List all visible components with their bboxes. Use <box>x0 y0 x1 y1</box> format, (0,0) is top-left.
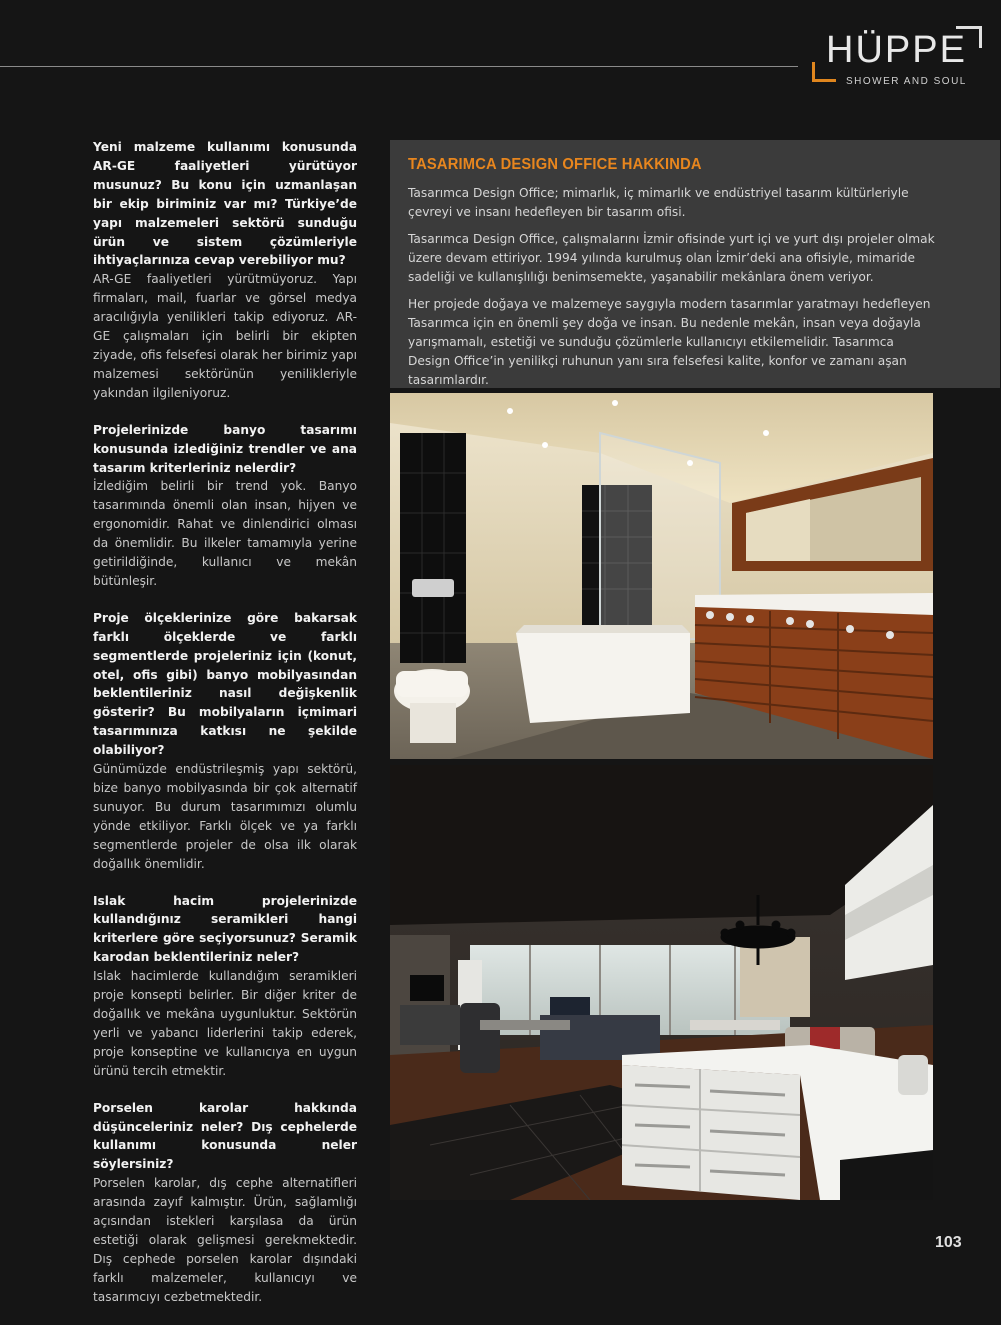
about-paragraph: Tasarımca Design Office, çalışmalarını İzmir ofisinde yurt içi ve yurt dışı projeler olmak üzere devam ettiriyor. 1994 yılında kurulmuş olan İzmir’deki ana ofisiyle, mimaride sadeliği ve kullanışlılığı benimsemekte, yaşanabilir mekânlara önem veriyor. <box>408 232 935 284</box>
logo-wordmark: HÜPPE <box>826 29 967 71</box>
about-box <box>390 140 1000 388</box>
answer: Günümüzde endüstrileşmiş yapı sektörü, bize banyo mobilyasında bir çok alternatif sunuyor. Bu durum tasarımımızı olumlu yönde etkiliyor. Farklı ölçek ve ya farklı segmentlerde projeler de olsa ilk olarak doğallık önemlidir. <box>93 762 357 871</box>
interview-column <box>93 138 357 1325</box>
about-title: TASARIMCA DESIGN OFFICE HAKKINDA <box>408 156 702 173</box>
about-paragraph: Her projede doğaya ve malzemeye saygıyla modern tasarımlar yaratmayı hedefleyen Tasarımca için en önemli şey doğa ve insan. Bu nedenle mekân, insan veya doğayla yarışmamalı, estetiği ve sunduğu çözümlerle kullanıcıyı etkilemelidir. Tasarımca Design Office’in yenilikçi ruhunun yanı sıra felsefesi kalite, konfor ve zamanı aşan tasarımlardır. <box>408 297 931 387</box>
question: Porselen karolar hakkında düşünceleriniz neler? Dış cephelerde kullanımı konusunda neler söylersiniz? <box>93 1100 357 1172</box>
question: Yeni malzeme kullanımı konusunda AR-GE faaliyetleri yürütüyor musunuz? Bu konu için uzmanlaşan bir ekip biriminiz var mı? Türkiye’de yapı malzemeleri sektörü sunduğu ürün ve sistem çözümleriyle ihtiyaçlarınıza cevap verebiliyor mu? <box>93 140 357 268</box>
kitchen-living-illustration <box>390 765 933 1200</box>
answer: AR-GE faaliyetleri yürütmüyoruz. Yapı firmaları, mail, fuarlar ve görsel medya aracılığıyla yenilikleri takip ediyoruz. AR-GE çalışmaları için belirli bir ekipten ziyade, ofis felsefesi olarak her birimiz yapı malzemesi sektörünün yenilikleriyle yakından ilgileniyoruz. <box>93 272 357 400</box>
qa-block <box>93 609 357 874</box>
kitchen-living-photo <box>390 765 933 1200</box>
bathroom-photo <box>390 393 933 759</box>
about-body <box>408 184 936 398</box>
answer: İzlediğim belirli bir trend yok. Banyo tasarımında önemli olan insan, hijyen ve ergonomidir. Rahat ve dinlendirici olması da önemlidir. Bu ilkeler tamamıyla yerine getirildiğinde, kullanıcı ve mekân bütünleşir. <box>93 479 357 588</box>
answer: Islak hacimlerde kullandığım seramikleri proje konsepti belirler. Bir diğer kriter de doğallık ve mekâna uygunluktur. Sektörün yerli ve yabancı liderlerini takip ederek, proje konseptine ve kullanıcıya en uygun ürünü tercih etmektir. <box>93 969 357 1078</box>
qa-block <box>93 421 357 591</box>
huppe-logo <box>808 22 988 94</box>
bathroom-illustration <box>390 393 933 759</box>
question: Islak hacim projelerinizde kullandığınız seramikleri hangi kriterlere göre seçiyorsunuz? Seramik karodan beklentileriniz neler? <box>93 893 357 965</box>
about-paragraph: Tasarımca Design Office; mimarlık, iç mimarlık ve endüstriyel tasarım kültürleriyle çevreyi ve insanı hedefleyen bir tasarım ofisi. <box>408 186 909 219</box>
answer: Porselen karolar, dış cephe alternatifleri arasında zayıf kalmıştır. Ürün, sağlamlığı açısından istekleri karşılasa da ürün estetiği olarak gelişmesi gerekmektedir. Dış cephede porselen karolar dışındaki farklı malzemeler, kullanıcıyı ve tasarımcıyı cezbetmektedir. <box>93 1176 357 1304</box>
qa-block <box>93 892 357 1081</box>
header-rule <box>0 66 798 67</box>
page-number: 103 <box>935 1234 962 1251</box>
question: Proje ölçeklerinize göre bakarsak farklı ölçeklerde ve farklı segmentlerde projeleriniz için (konut, otel, ofis gibi) banyo mobilyasından beklentileriniz nasıl değişkenlik gösterir? Bu mobilyaların içmimari tasarımınıza katkısı ne şekilde olabiliyor? <box>93 610 357 758</box>
qa-block <box>93 1099 357 1307</box>
logo-tagline: SHOWER AND SOUL <box>846 76 967 87</box>
question: Projelerinizde banyo tasarımı konusunda izlediğiniz trendler ve ana tasarım kriterleriniz nelerdir? <box>93 422 357 475</box>
qa-block <box>93 138 357 403</box>
